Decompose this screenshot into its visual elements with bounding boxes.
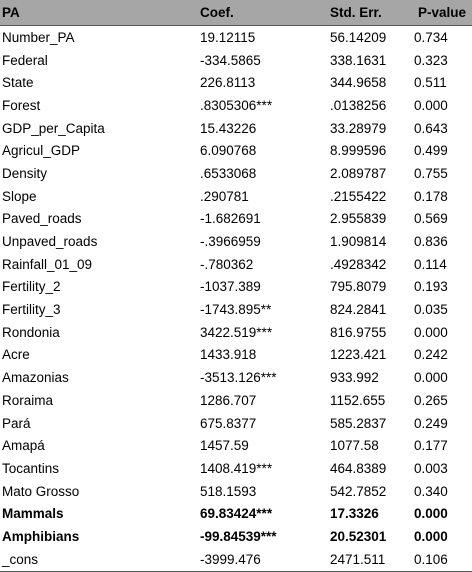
table-row	[0, 434, 472, 457]
cell-p-value: 0.265	[414, 392, 448, 408]
cell-coefficient: 19.12115	[200, 29, 256, 45]
cell-p-value: 0.340	[414, 483, 448, 499]
cell-variable: GDP_per_Capita	[2, 120, 105, 136]
cell-variable: Forest	[2, 97, 41, 113]
cell-variable: _cons	[0, 548, 198, 571]
cell-p-value: 0.000	[414, 528, 448, 544]
cell-coefficient: 3422.519***	[200, 324, 273, 340]
cell-p-value: 0.734	[414, 29, 448, 45]
cell-variable: Unpaved_roads	[2, 234, 98, 250]
cell-coefficient: -3513.126***	[200, 370, 277, 386]
cell-variable: Number_PA	[2, 29, 75, 45]
header-p-value: P-value	[412, 0, 472, 26]
cell-p-value: 0.003	[414, 460, 448, 476]
cell-variable: Slope	[2, 188, 37, 204]
cell-coefficient: .6533068	[200, 165, 257, 181]
cell-variable: Rondonia	[2, 324, 60, 340]
cell-std-error: 17.3326	[330, 506, 379, 522]
cell-coefficient: 675.8377	[200, 415, 257, 431]
cell-std-error: 56.14209	[330, 29, 387, 45]
cell-p-value: 0.177	[414, 438, 448, 454]
cell-variable: Tocantins	[2, 460, 60, 476]
header-variable: PA	[0, 0, 198, 26]
cell-p-value: 0.323	[414, 52, 448, 68]
cell-variable: Amapá	[2, 438, 45, 454]
cell-std-error: .0138256	[330, 97, 387, 113]
cell-std-error: 2.955839	[330, 211, 387, 227]
cell-coefficient: 1408.419***	[200, 460, 273, 476]
cell-coefficient: 1433.918	[200, 347, 257, 363]
cell-variable: Fertility_3	[2, 302, 61, 318]
cell-std-error: 464.8389	[330, 460, 387, 476]
cell-variable: Mammals	[2, 506, 64, 522]
cell-p-value: 0.178	[414, 188, 448, 204]
table-row	[0, 253, 472, 276]
cell-variable: Federal	[2, 52, 48, 68]
table-row	[0, 502, 472, 525]
cell-p-value: 0.242	[414, 347, 448, 363]
cell-coefficient: -3999.476	[198, 548, 328, 571]
cell-std-error: 1.909814	[330, 234, 387, 250]
cell-coefficient: -1.682691	[200, 211, 261, 227]
table-row	[0, 480, 472, 503]
table-row	[0, 162, 472, 185]
cell-variable: Acre	[2, 347, 30, 363]
cell-coefficient: -1743.895**	[200, 302, 272, 318]
cell-coefficient: -.780362	[200, 256, 254, 272]
cell-p-value: 0.511	[414, 75, 447, 91]
table-row	[0, 71, 472, 94]
cell-p-value: 0.249	[414, 415, 448, 431]
cell-coefficient: 15.43226	[200, 120, 257, 136]
cell-coefficient: 226.8113	[200, 75, 256, 91]
cell-variable: Mato Grosso	[2, 483, 80, 499]
table-row	[0, 208, 472, 231]
cell-p-value: 0.836	[414, 234, 448, 250]
header-row	[0, 0, 472, 26]
table-row	[0, 276, 472, 299]
cell-std-error: 816.9755	[330, 324, 387, 340]
table-row	[0, 321, 472, 344]
cell-variable: Amphibians	[2, 528, 80, 544]
table-row	[0, 525, 472, 548]
cell-std-error: 795.8079	[330, 279, 387, 295]
cell-coefficient: -1037.389	[200, 279, 261, 295]
table-row	[0, 139, 472, 162]
cell-std-error: 2.089787	[330, 165, 387, 181]
table-row	[0, 298, 472, 321]
cell-std-error: .4928342	[330, 256, 387, 272]
cell-p-value: 0.114	[414, 256, 447, 272]
cell-variable: Paved_roads	[2, 211, 82, 227]
cell-p-value: 0.000	[414, 506, 448, 522]
cell-p-value: 0.000	[414, 97, 448, 113]
cell-p-value: 0.193	[414, 279, 448, 295]
cell-std-error: 1152.655	[330, 392, 386, 408]
table-header	[0, 0, 472, 26]
cell-variable: Roraima	[2, 392, 54, 408]
cell-coefficient: 6.090768	[200, 143, 257, 159]
cell-variable: Amazonias	[2, 370, 69, 386]
cell-std-error: 338.1631	[330, 52, 387, 68]
table-row	[0, 185, 472, 208]
cell-p-value: 0.499	[414, 143, 448, 159]
cell-p-value: 0.000	[414, 370, 448, 386]
cell-coefficient: 518.1593	[200, 483, 257, 499]
cell-p-value: 0.106	[412, 548, 472, 571]
cell-std-error: 1223.421	[330, 347, 387, 363]
cell-coefficient: -.3966959	[200, 234, 261, 250]
cell-std-error: 33.28979	[330, 120, 387, 136]
cell-std-error: .2155422	[330, 188, 387, 204]
table-row	[0, 389, 472, 412]
cell-std-error: 8.999596	[330, 143, 387, 159]
cell-std-error: 542.7852	[330, 483, 387, 499]
cell-coefficient: .290781	[200, 188, 249, 204]
table-row	[0, 117, 472, 140]
cell-coefficient: .8305306***	[200, 97, 273, 113]
cell-variable: Agricul_GDP	[2, 143, 81, 159]
cell-std-error: 1077.58	[330, 438, 379, 454]
table-row	[0, 49, 472, 72]
table-row	[0, 457, 472, 480]
cell-std-error: 2471.511	[328, 548, 412, 571]
cell-variable: Fertility_2	[2, 279, 61, 295]
cell-p-value: 0.755	[414, 165, 448, 181]
header-coefficient: Coef.	[198, 0, 328, 26]
table-body	[0, 26, 472, 572]
cell-coefficient: 1457.59	[200, 438, 249, 454]
table-row	[0, 230, 472, 253]
cell-p-value: 0.000	[414, 324, 448, 340]
cell-coefficient: -334.5865	[200, 52, 261, 68]
header-std-error: Std. Err.	[328, 0, 412, 26]
cell-std-error: 20.52301	[330, 528, 387, 544]
table-row	[0, 548, 472, 571]
cell-std-error: 585.2837	[330, 415, 387, 431]
cell-coefficient: 1286.707	[200, 392, 257, 408]
cell-variable: State	[2, 75, 34, 91]
cell-coefficient: -99.84539***	[200, 528, 277, 544]
cell-p-value: 0.569	[414, 211, 448, 227]
table-row	[0, 344, 472, 367]
cell-std-error: 824.2841	[330, 302, 387, 318]
cell-std-error: 933.992	[330, 370, 379, 386]
cell-p-value: 0.035	[414, 302, 448, 318]
table-row	[0, 412, 472, 435]
cell-variable: Rainfall_01_09	[2, 256, 93, 272]
cell-variable: Pará	[2, 415, 31, 431]
cell-p-value: 0.643	[414, 120, 448, 136]
table-row	[0, 94, 472, 117]
table-row	[0, 26, 472, 49]
table-row	[0, 366, 472, 389]
cell-variable: Density	[2, 165, 48, 181]
cell-coefficient: 69.83424***	[200, 506, 273, 522]
cell-std-error: 344.9658	[330, 75, 387, 91]
